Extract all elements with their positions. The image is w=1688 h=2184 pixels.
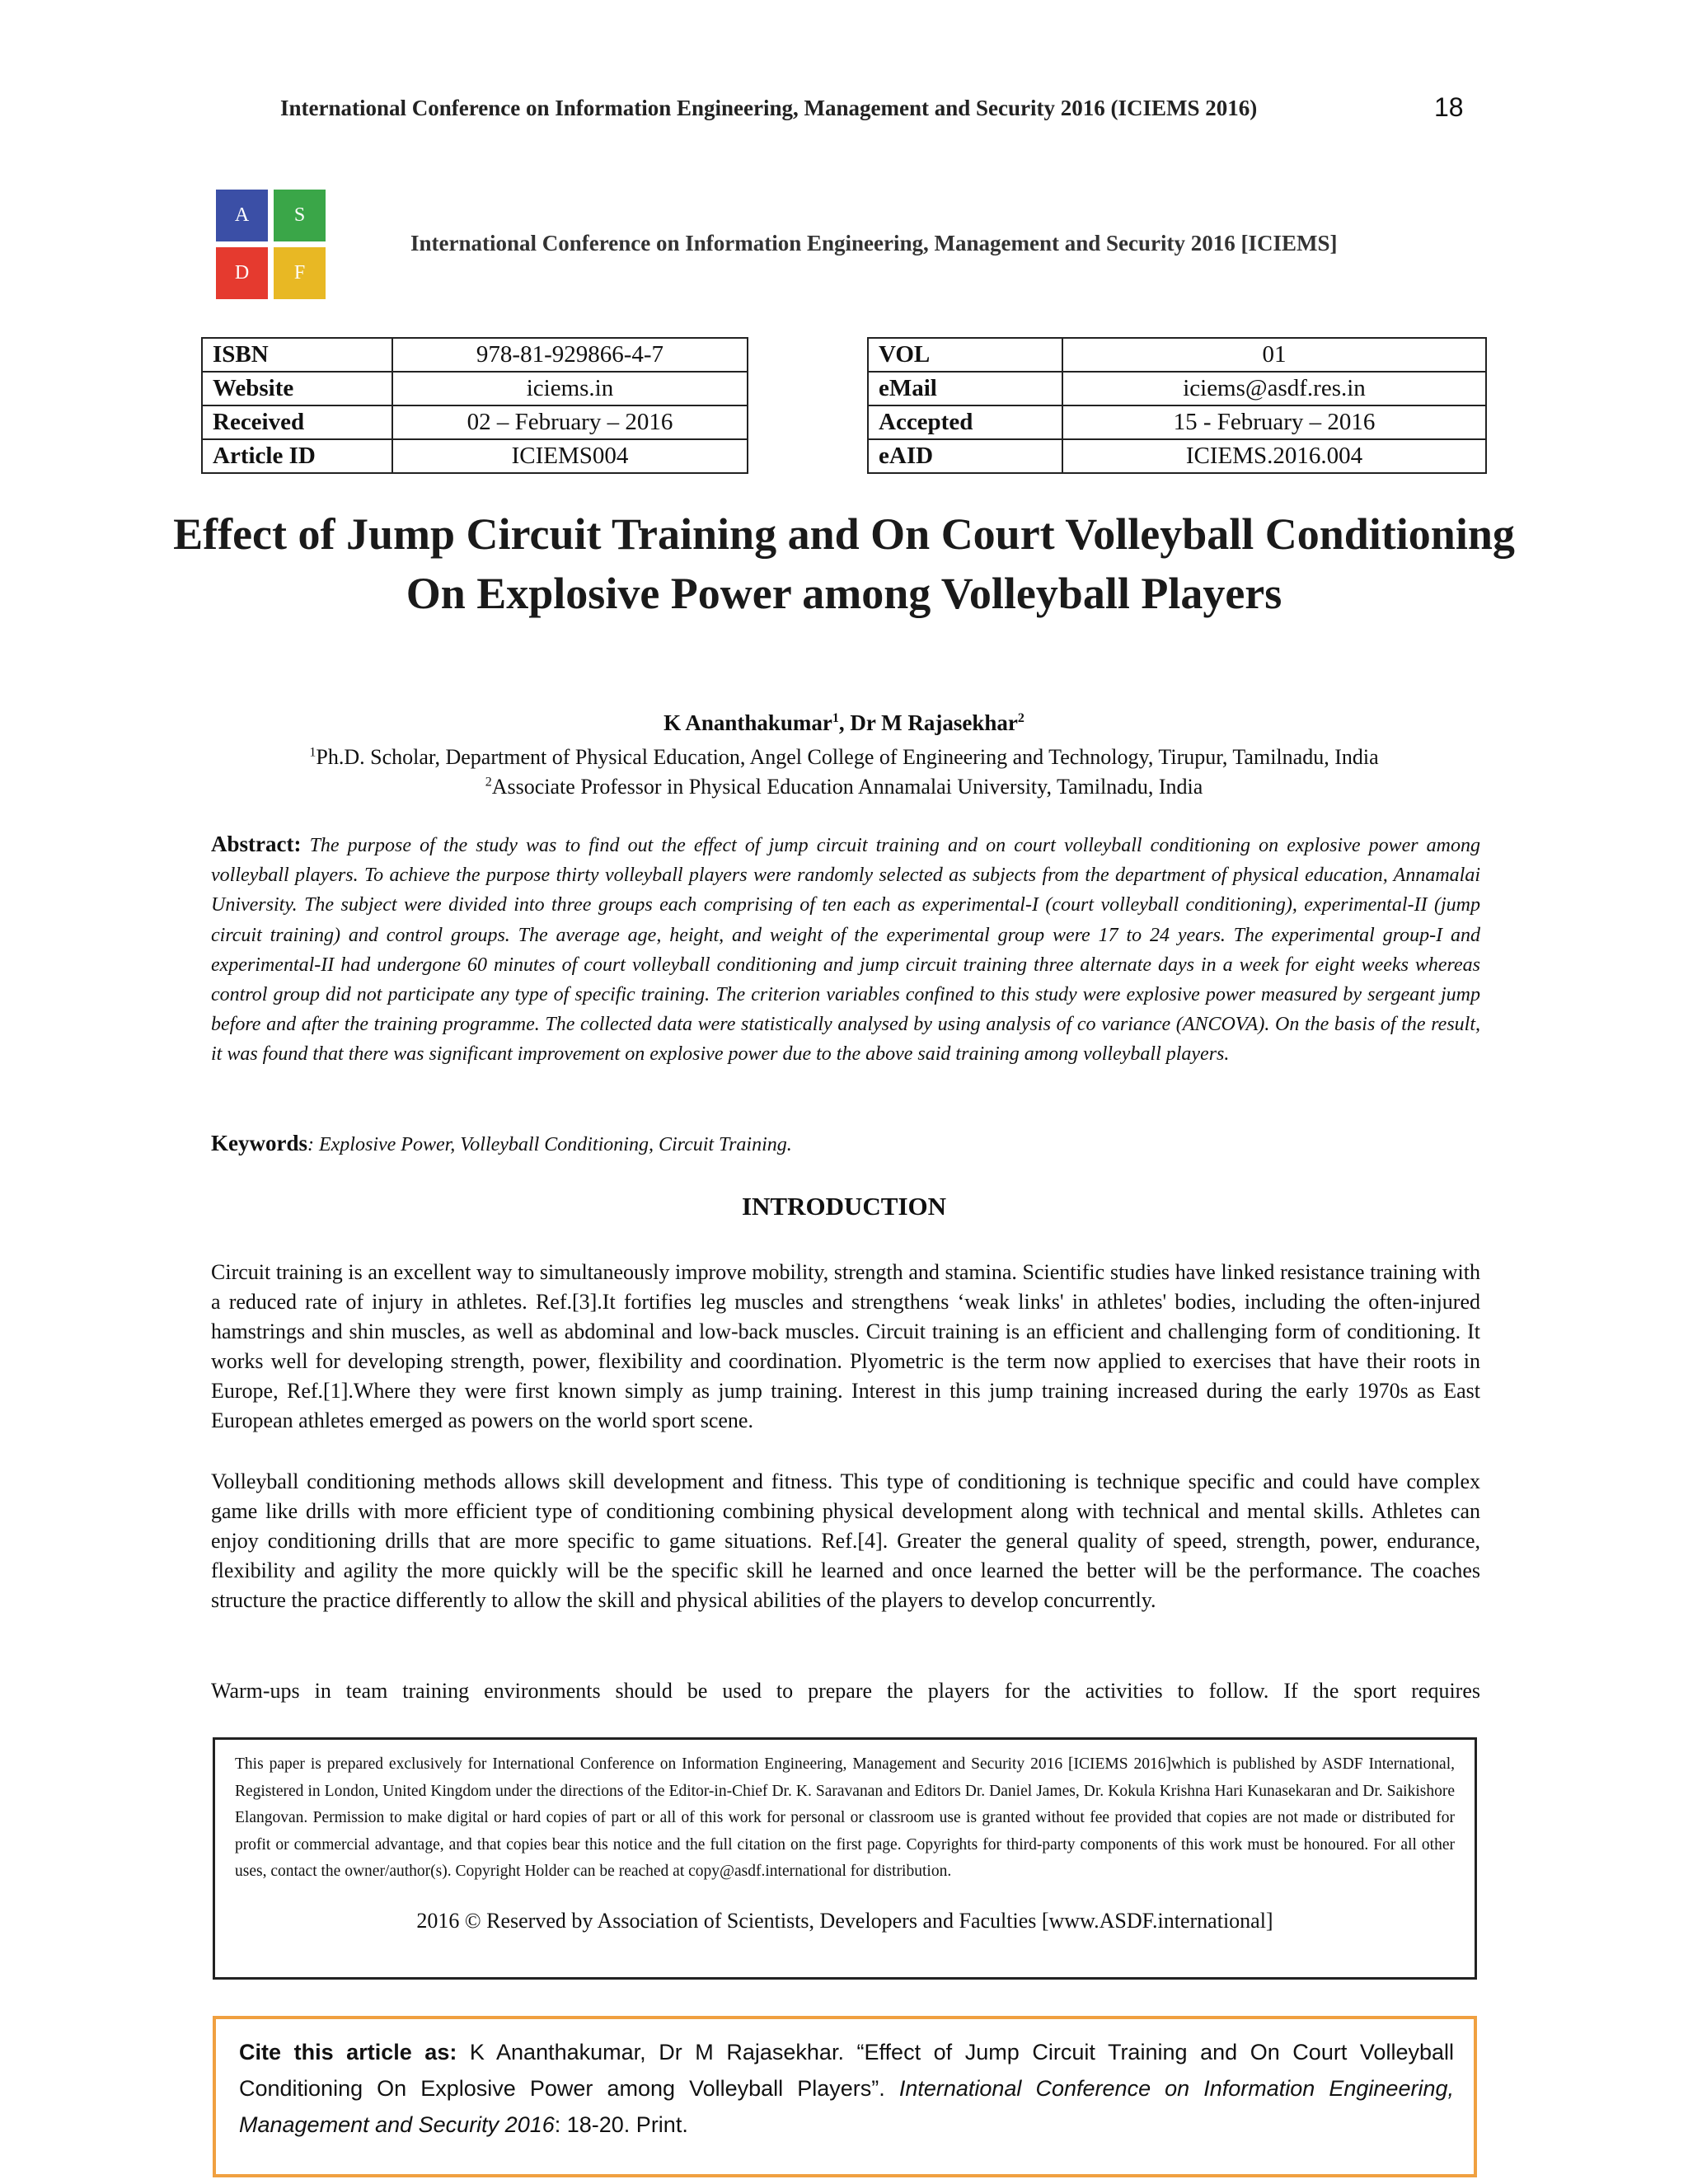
permission-notice: This paper is prepared exclusively for International Conference on Information Engineering, Management and Security 2016 [ICIEMS 2016]which is published by ASDF International, Registered in London, United Kingdom under the directions of the Editor-in-Chief Dr. K. Saravanan and Editors Dr. Daniel James, Dr. Kokula Krishna Hari Kunasekaran and Dr. Saikishore Elangovan. Permission to make digital or hard copies of part or all of this work for personal or classroom use is granted without fee provided that copies are not made or distributed for profit or commercial advantage, and that copies bear this notice and the full citation on the first page. Copyrights for third-party components of this work must be honoured. For all other uses, contact the owner/author(s). Copyright Holder can be reached at copy@asdf.international for distribution. (235, 1755, 1455, 1880)
meta-label: eAID (868, 439, 1062, 473)
affiliation (0, 775, 1688, 799)
body-paragraph: Volleyball conditioning methods allows skill development and fitness. This type of conditioning is technique specific and could have complex game like drills with more efficient type of conditioning combining physical development along with technical and mental skills. Athletes can enjoy conditioning drills that are more specific to game situations. Ref.[4]. Greater the general quality of speed, strength, power, endurance, flexibility and agility the more quickly will be the specific skill he learned and once learned the better will be the performance. The coaches structure the practice differently to allow the skill and physical abilities of the players to develop concurrently. (211, 1469, 1480, 1612)
meta-label: VOL (868, 338, 1062, 372)
section-heading-introduction: INTRODUCTION (741, 1192, 947, 1221)
meta-value: iciems.in (392, 372, 748, 405)
asdf-logo (216, 190, 330, 303)
meta-value: ICIEMS004 (392, 439, 748, 473)
affiliation (0, 745, 1688, 770)
meta-value: 02 – February – 2016 (392, 405, 748, 439)
logo-tile-a: A (216, 190, 268, 241)
meta-row (868, 439, 1486, 473)
meta-row (868, 338, 1486, 372)
author-name: Dr M Rajasekhar (850, 710, 1018, 735)
author-name: K Ananthakumar (663, 710, 832, 735)
copyright-notice-box (213, 1737, 1477, 1980)
paper-title: Effect of Jump Circuit Training and On Court Volleyball Conditioning On Explosive Power among Volleyball Players (173, 509, 1515, 618)
citation-authors-title: K Ananthakumar, Dr M Rajasekhar. “Effect of Jump Circuit Training and On Court Volleyball Conditioning On Explosive Power among Volleyball Players”. (239, 2040, 1454, 2101)
body-paragraph: Circuit training is an excellent way to simultaneously improve mobility, strength and stamina. Scientific studies have linked resistance training with a reduced rate of injury in athletes. Ref.[3].It fortifies leg muscles and strengthens ‘weak links' in athletes' bodies, including the often-injured hamstrings and shin muscles, as well as abdominal and low-back muscles. Circuit training is an efficient and challenging form of conditioning. It works well for developing strength, power, flexibility and coordination. Plyometric is the term now applied to exercises that have their roots in Europe, Ref.[1].Where they were first known simply as jump training. Interest in this jump training increased during the early 1970s as East European athletes emerged as powers on the world sport scene. (211, 1260, 1480, 1432)
affiliation-mark: 2 (485, 775, 492, 790)
meta-value: ICIEMS.2016.004 (1062, 439, 1486, 473)
article-meta-table-left (201, 337, 748, 474)
meta-label: eMail (868, 372, 1062, 405)
abstract-label: Abstract: (211, 832, 302, 856)
article-meta-table-right (867, 337, 1487, 474)
meta-label: Website (202, 372, 392, 405)
affiliation-text: Associate Professor in Physical Education Annamalai University, Tamilnadu, India (491, 775, 1203, 799)
conference-line: International Conference on Information Engineering, Management and Security 2016 [ICIEMS] (410, 231, 1338, 255)
affiliation-text: Ph.D. Scholar, Department of Physical Education, Angel College of Engineering and Technology, Tirupur, Tamilnadu, India (316, 745, 1379, 769)
meta-label: Received (202, 405, 392, 439)
author-affil-mark: 1 (832, 711, 839, 725)
abstract (211, 829, 1480, 1070)
meta-value: 978-81-929866-4-7 (392, 338, 748, 372)
affiliation-mark: 1 (309, 745, 316, 760)
citation-pages: : 18-20. Print. (554, 2112, 688, 2137)
meta-row (202, 439, 748, 473)
author-separator: , (838, 710, 851, 735)
meta-value: iciems@asdf.res.in (1062, 372, 1486, 405)
logo-tile-s: S (274, 190, 326, 241)
author-affil-mark: 2 (1017, 711, 1025, 725)
author-line (0, 710, 1688, 736)
meta-label: ISBN (202, 338, 392, 372)
meta-value: 15 - February – 2016 (1062, 405, 1486, 439)
logo-tile-d: D (216, 247, 268, 299)
meta-row (202, 372, 748, 405)
keywords-text: : Explosive Power, Volleyball Conditioning, Circuit Training. (307, 1134, 792, 1155)
keywords-label: Keywords (211, 1131, 307, 1155)
running-header: International Conference on Information Engineering, Management and Security 2016 (ICIEMS 2016) (280, 96, 1258, 120)
meta-row (202, 405, 748, 439)
citation-box (213, 2016, 1477, 2177)
logo-tile-f: F (274, 247, 326, 299)
meta-row (868, 372, 1486, 405)
meta-row (868, 405, 1486, 439)
meta-label: Article ID (202, 439, 392, 473)
abstract-text: The purpose of the study was to find out the effect of jump circuit training and on court volleyball conditioning on explosive power among volleyball players. To achieve the purpose thirty volleyball players were randomly selected as subjects from the department of physical education, Annamalai University. The subject were divided into three groups each comprising of ten each as experimental-I (court volleyball conditioning), experimental-II (jump circuit training) and control groups. The average age, height, and weight of the experimental group were 17 to 24 years. The experimental group-I and experimental-II had undergone 60 minutes of court volleyball conditioning and jump circuit training three alternate days in a week for eight weeks whereas control group did not participate any type of specific training. The criterion variables confined to this study were explosive power measured by sergeant jump before and after the training programme. The collected data were statistically analysed by using analysis of co variance (ANCOVA). On the basis of the result, it was found that there was significant improvement on explosive power due to the above said training among volleyball players. (211, 835, 1480, 1066)
keywords (211, 1131, 1480, 1156)
citation-venue: International Conference on Information Engineering, Management and Security 2016 (239, 2076, 1454, 2137)
page-number: 18 (1434, 92, 1464, 122)
meta-row (202, 338, 748, 372)
meta-label: Accepted (868, 405, 1062, 439)
meta-value: 01 (1062, 338, 1486, 372)
copyright-line: 2016 © Reserved by Association of Scientists, Developers and Faculties [www.ASDF.international] (416, 1908, 1273, 1933)
body-paragraph: Warm-ups in team training environments should be used to prepare the players for the activities to follow. If the sport requires (211, 1679, 1480, 1703)
citation-label: Cite this article as: (239, 2040, 457, 2064)
